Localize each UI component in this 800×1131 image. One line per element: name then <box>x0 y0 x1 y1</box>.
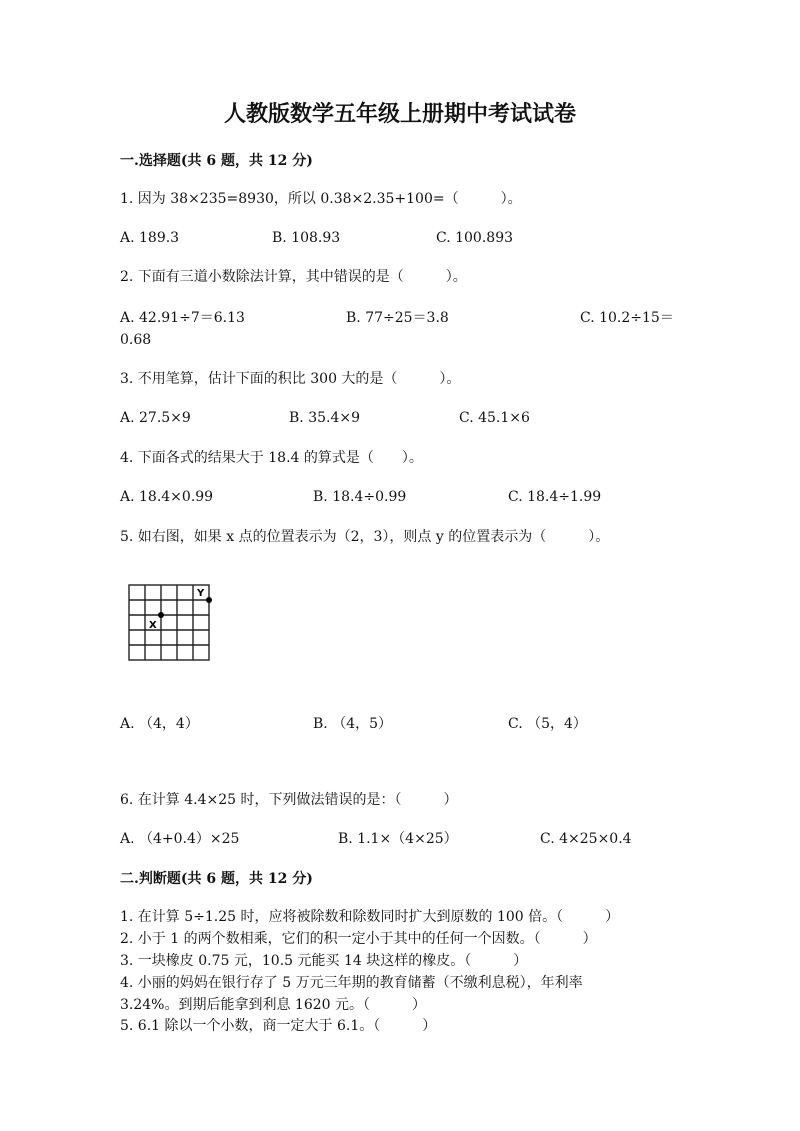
point-x-label: X <box>149 620 157 631</box>
question-2-option-c-continued: 0.68 <box>120 332 152 348</box>
question-2-option-a: A. 42.91÷7＝6.13 <box>120 310 245 326</box>
question-2-option-b: B. 77÷25＝3.8 <box>346 310 449 326</box>
question-2-option-c: C. 10.2÷15＝ <box>580 310 674 326</box>
question-4-option-a: A. 18.4×0.99 <box>120 489 214 505</box>
page-title: 人教版数学五年级上册期中考试试卷 <box>223 101 576 127</box>
section-heading-choice: 一.选择题(共 6 题，共 12 分) <box>120 153 313 169</box>
true-false-item-4: 4. 小丽的妈妈在银行存了 5 万元三年期的教育储蓄（不缴利息税），年利率 <box>120 975 583 991</box>
question-4-stem: 4. 下面各式的结果大于 18.4 的算式是（ ）。 <box>120 450 423 466</box>
coordinate-grid-figure <box>126 582 214 662</box>
question-4-option-b: B. 18.4÷0.99 <box>313 489 407 505</box>
true-false-item-2: 2. 小于 1 的两个数相乘，它们的积一定小于其中的任何一个因数。（ ） <box>120 931 597 947</box>
question-3-stem: 3. 不用笔算，估计下面的积比 300 大的是（ ）。 <box>120 371 461 387</box>
question-5-option-c: C. （5，4） <box>508 716 587 732</box>
question-3-option-a: A. 27.5×9 <box>120 410 191 426</box>
question-6-option-b: B. 1.1×（4×25） <box>338 831 458 847</box>
question-3-option-b: B. 35.4×9 <box>289 410 360 426</box>
point-y-marker <box>206 597 212 603</box>
question-6-stem: 6. 在计算 4.4×25 时，下列做法错误的是：（ ） <box>120 792 458 808</box>
point-y-label: Y <box>197 588 205 599</box>
point-x-marker <box>158 612 164 618</box>
question-5-option-b: B. （4，5） <box>313 716 393 732</box>
question-3-option-c: C. 45.1×6 <box>459 410 530 426</box>
question-6-option-a: A. （4+0.4）×25 <box>120 831 240 847</box>
section-heading-true-false: 二.判断题(共 6 题，共 12 分) <box>120 871 313 887</box>
question-2-stem: 2. 下面有三道小数除法计算，其中错误的是（ ）。 <box>120 269 467 285</box>
question-1-option-c: C. 100.893 <box>436 230 514 246</box>
question-1-stem: 1. 因为 38×235=8930，所以 0.38×2.35+100=（ ）。 <box>120 191 522 207</box>
grid-svg <box>126 582 214 662</box>
true-false-item-3: 3. 一块橡皮 0.75 元，10.5 元能买 14 块这样的橡皮。（ ） <box>120 953 528 969</box>
question-6-option-c: C. 4×25×0.4 <box>540 831 632 847</box>
true-false-item-5: 5. 6.1 除以一个小数，商一定大于 6.1。（ ） <box>120 1018 437 1034</box>
question-5-option-a: A. （4，4） <box>120 716 199 732</box>
true-false-item-4-continued: 3.24%。到期后能拿到利息 1620 元。（ ） <box>120 997 427 1013</box>
true-false-item-1: 1. 在计算 5÷1.25 时，应将被除数和除数同时扩大到原数的 100 倍。（ ） <box>120 909 620 925</box>
question-1-option-b: B. 108.93 <box>272 230 341 246</box>
question-5-stem: 5. 如右图，如果 x 点的位置表示为（2，3），则点 y 的位置表示为（ ）。 <box>120 529 610 545</box>
question-4-option-c: C. 18.4÷1.99 <box>508 489 602 505</box>
question-1-option-a: A. 189.3 <box>120 230 180 246</box>
